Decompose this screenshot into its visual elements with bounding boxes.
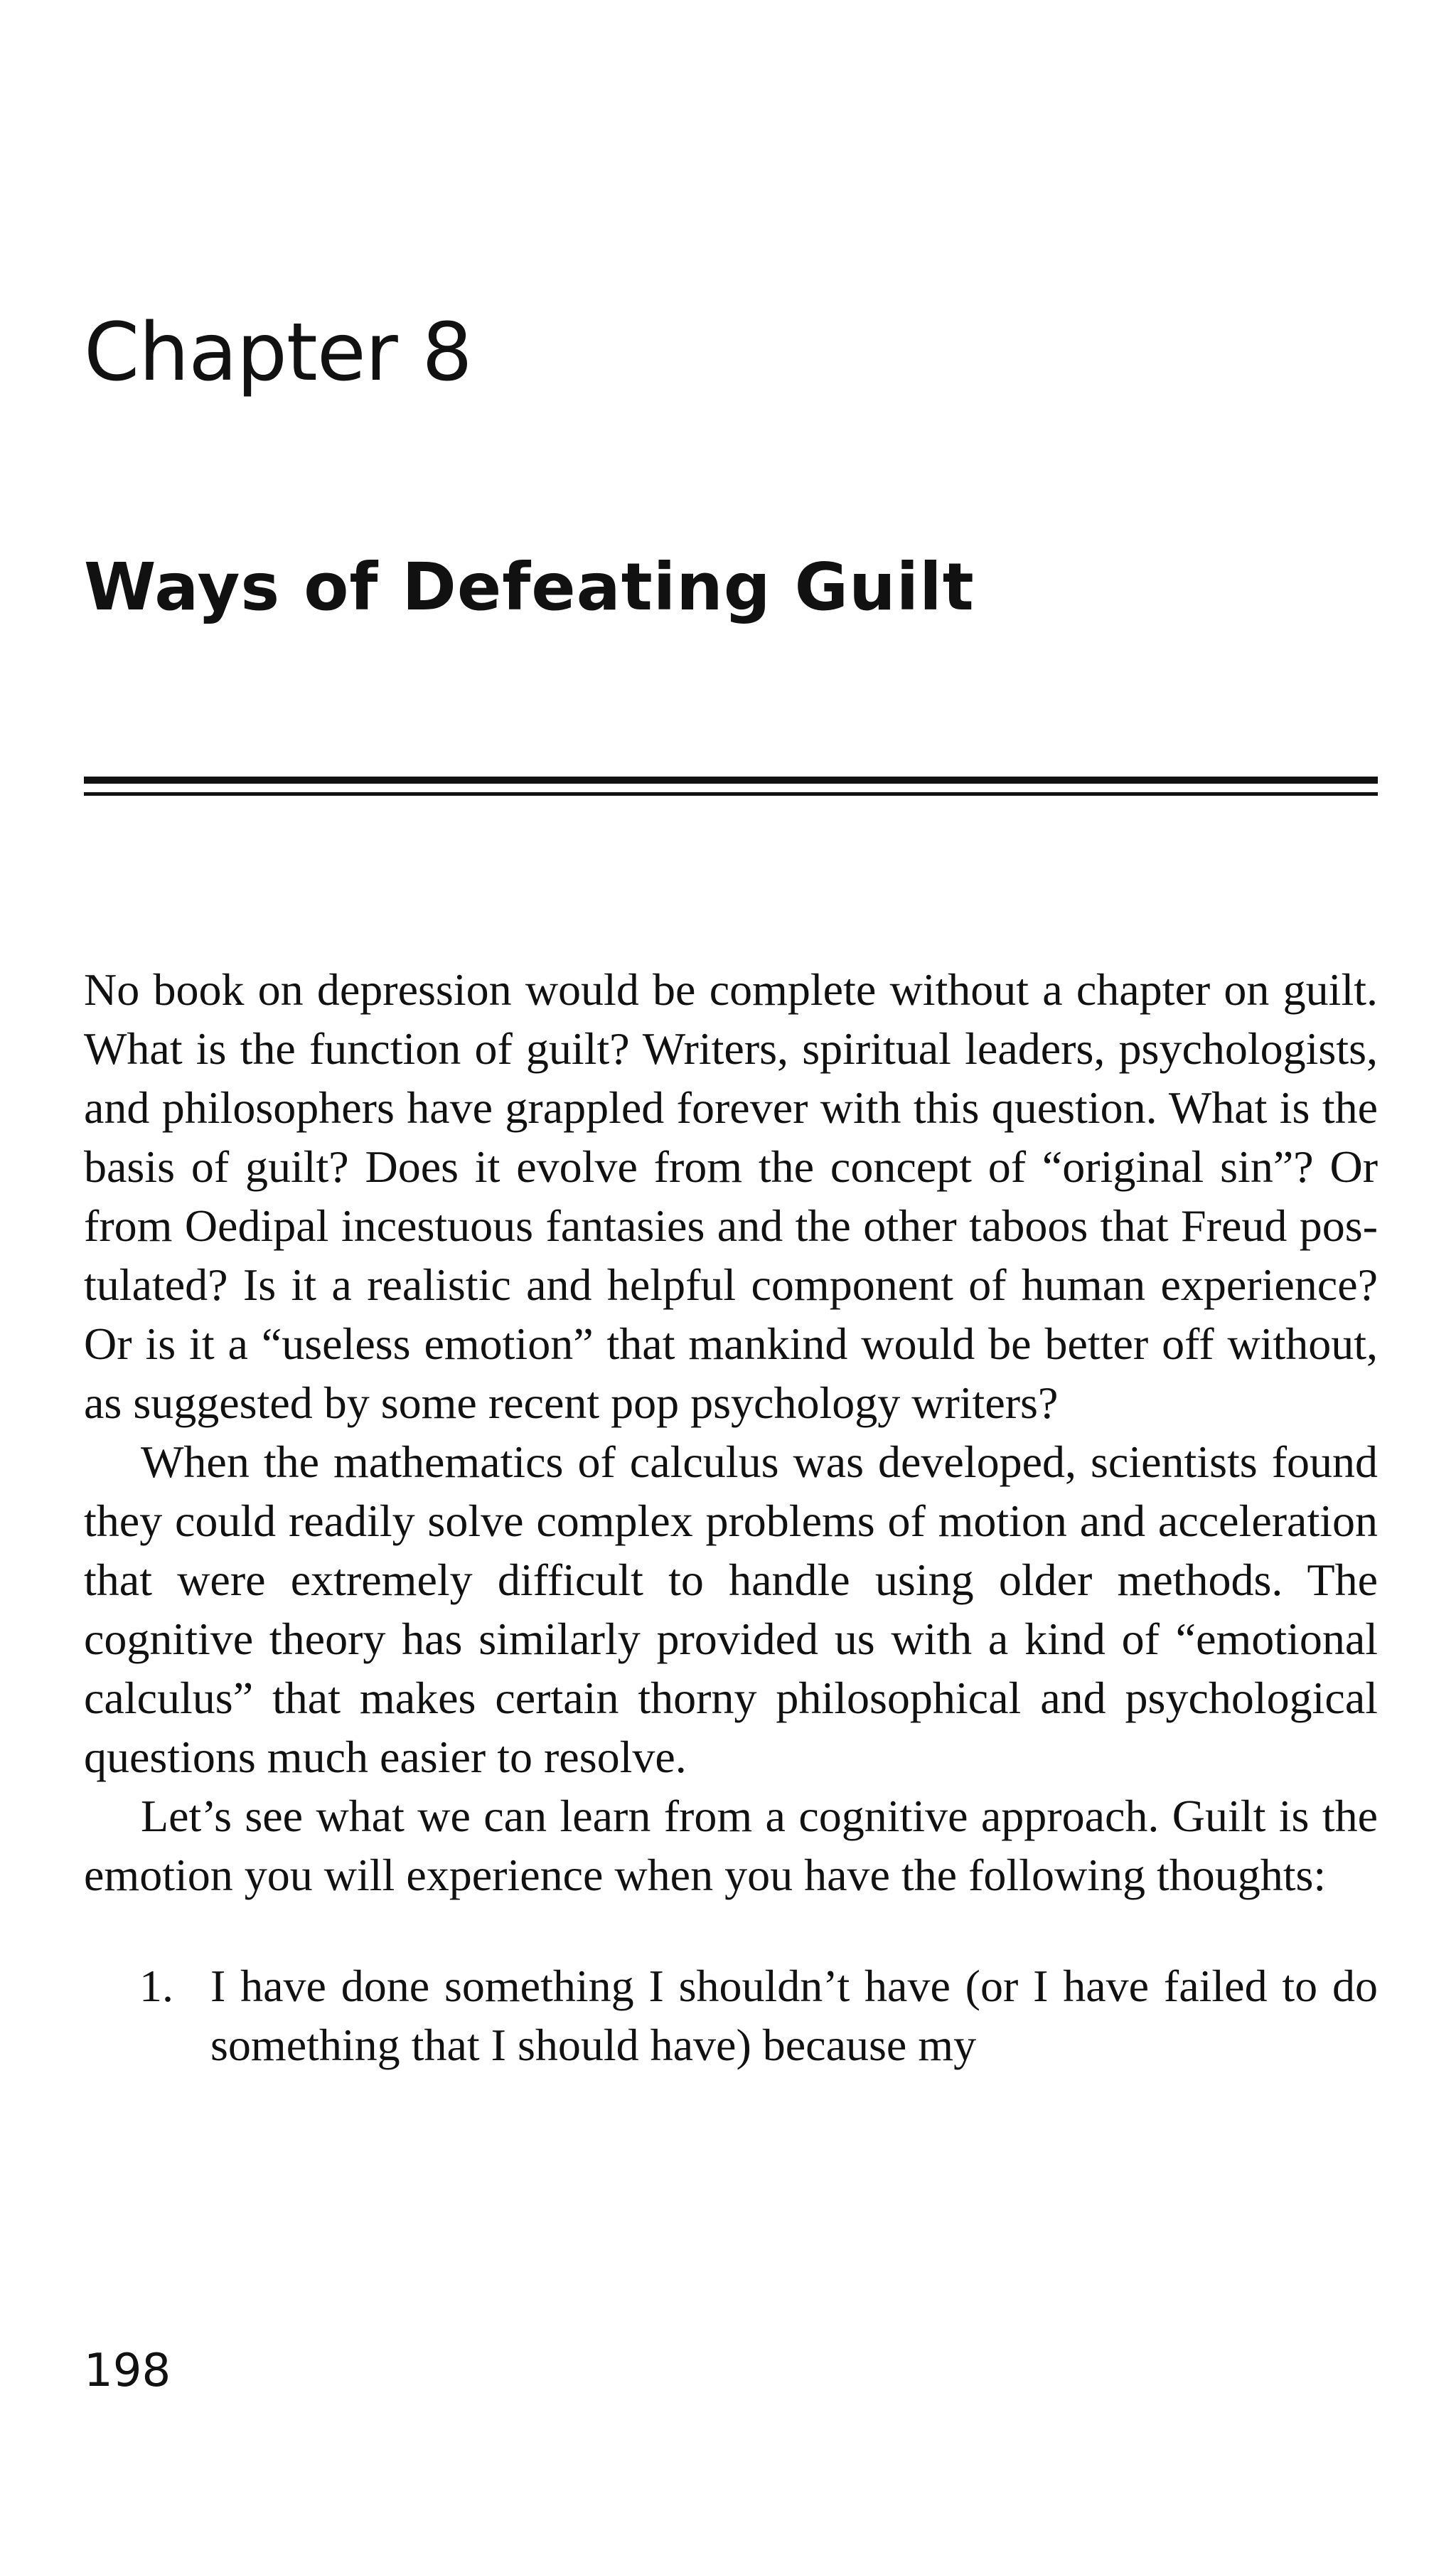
title-rule-thick bbox=[84, 777, 1378, 784]
chapter-number: Chapter 8 bbox=[84, 307, 472, 399]
body-text bbox=[84, 960, 1378, 2074]
paragraph-2: When the mathematics of calculus was developed, scientists found they could readily solve complex problems of motion and acceleration that were extremely difficult to handle using older methods. The cognitive theory has similarly provided us with a kind of “emotional calculus” that makes certain thorny philosophical and psychological questions much easier to resolve. bbox=[84, 1437, 1378, 1782]
list-item bbox=[84, 1956, 1378, 2074]
guilt-thoughts-list bbox=[84, 1956, 1378, 2074]
chapter-title: Ways of Defeating Guilt bbox=[84, 549, 975, 625]
list-item-text: I have done something I shouldn’t have (or I have failed to do something that I should have) because my bbox=[210, 1961, 1378, 2070]
title-rule-thin bbox=[84, 792, 1378, 796]
page-number: 198 bbox=[84, 2345, 171, 2397]
list-item-number: 1. bbox=[139, 1961, 173, 2011]
paragraph-1: No book on depression would be complete without a chapter on guilt. What is the function of guilt? Writers, spiritual leaders, psychologists, and philosophers have grappled forever with this question. What is the basis of guilt? Does it evolve from the concept of “original sin”? Or from Oedipal incestuous fantasies and the other taboos that Freud postulated? Is it a realistic and helpful component of human experience? Or is it a “useless emotion” that mankind would be better off without, as suggested by some recent pop psychology writers? bbox=[84, 964, 1378, 1428]
paragraph-3: Let’s see what we can learn from a cognitive approach. Guilt is the emotion you will experience when you have the following thoughts: bbox=[84, 1791, 1378, 1900]
